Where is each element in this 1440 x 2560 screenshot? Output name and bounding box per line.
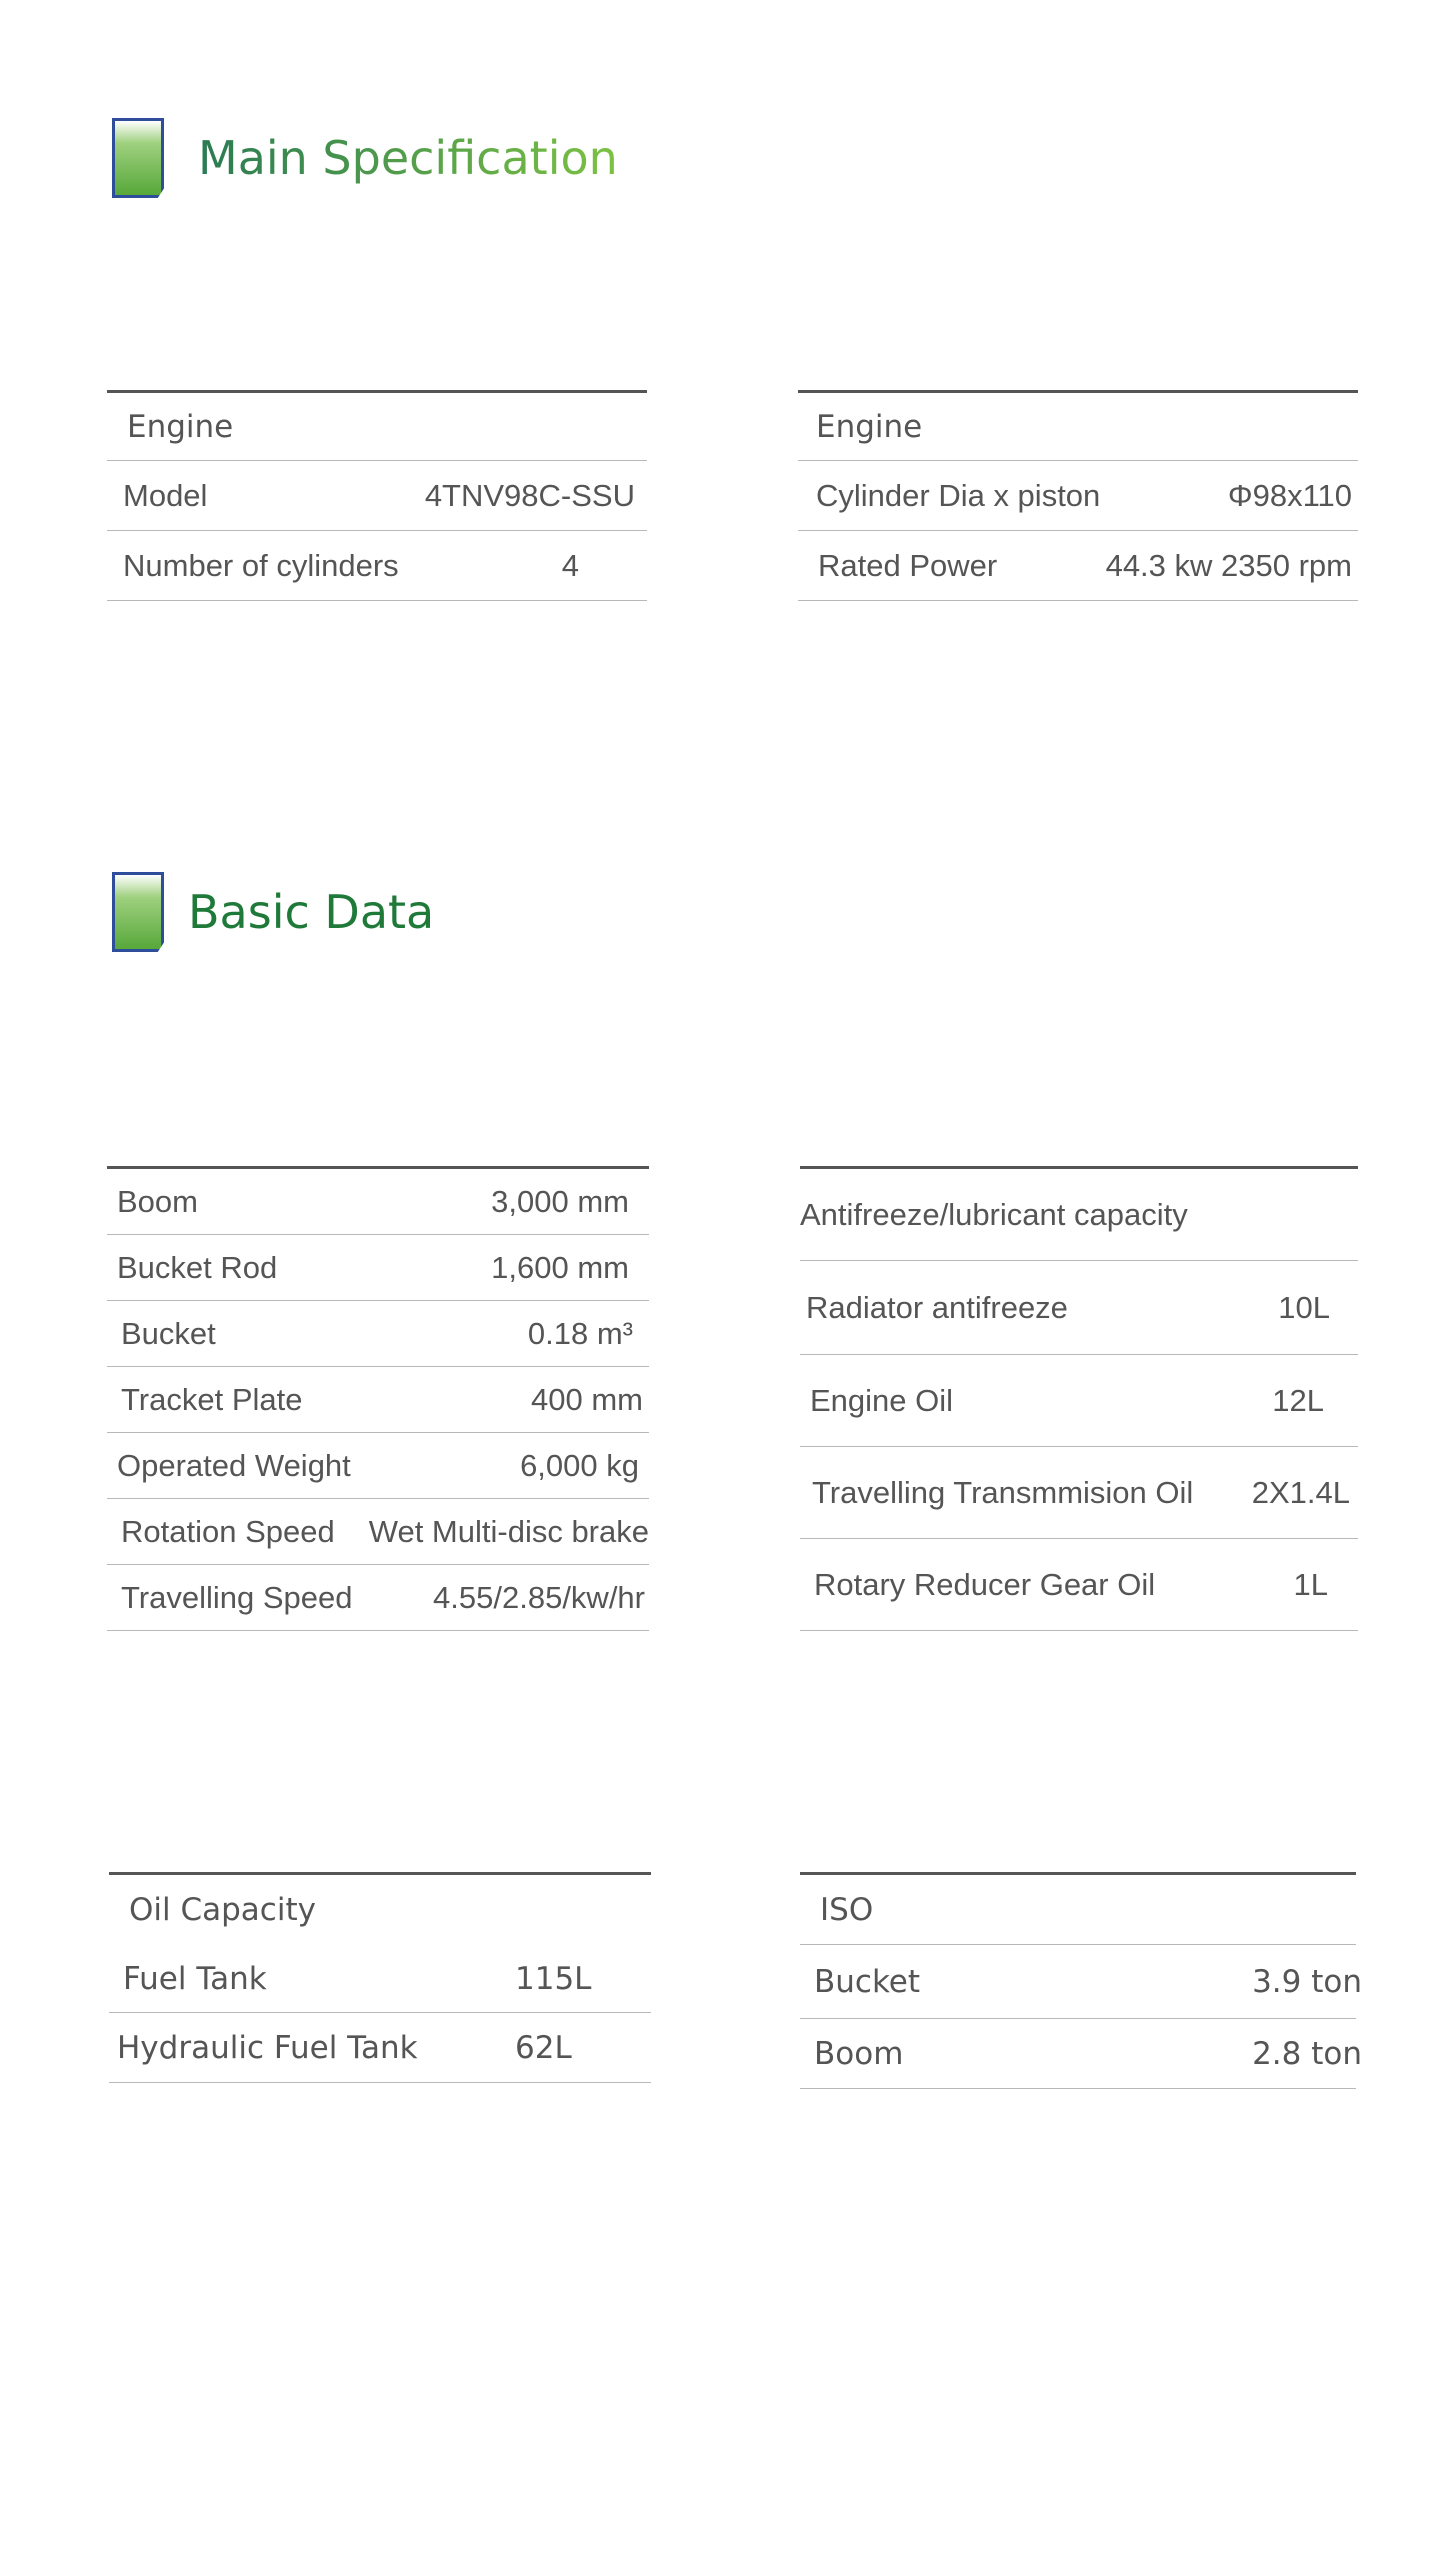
antifreeze-title-row bbox=[800, 1169, 1358, 1261]
row-value: 44.3 kw 2350 rpm bbox=[1105, 547, 1352, 583]
oil-capacity-table bbox=[109, 1872, 651, 2083]
table-row bbox=[800, 1539, 1358, 1631]
row-label: Rated Power bbox=[818, 547, 998, 583]
row-label: Rotary Reducer Gear Oil bbox=[814, 1566, 1156, 1602]
table-row bbox=[107, 1301, 649, 1367]
row-value: 400 mm bbox=[531, 1381, 643, 1417]
row-value: 1L bbox=[1293, 1566, 1328, 1602]
table-title: Engine bbox=[127, 408, 234, 445]
row-value: 4 bbox=[561, 547, 579, 583]
row-label: Bucket Rod bbox=[117, 1249, 278, 1285]
table-row bbox=[800, 1945, 1362, 2019]
basic-data-heading bbox=[112, 872, 434, 952]
table-row bbox=[109, 2013, 651, 2083]
row-label: Model bbox=[123, 477, 208, 513]
section-badge-icon bbox=[112, 118, 164, 198]
row-label: Travelling Speed bbox=[121, 1579, 353, 1615]
table-row bbox=[107, 531, 647, 601]
row-value: 12L bbox=[1272, 1382, 1324, 1418]
row-value: 2X1.4L bbox=[1251, 1474, 1350, 1510]
row-label: Hydraulic Fuel Tank bbox=[117, 2029, 418, 2066]
row-label: Engine Oil bbox=[810, 1382, 954, 1418]
iso-title-row bbox=[800, 1875, 1356, 1945]
main-specification-title: Main Specification bbox=[198, 131, 618, 185]
row-value: Φ98x110 bbox=[1227, 477, 1352, 513]
row-label: Bucket bbox=[121, 1315, 216, 1351]
table-title: Oil Capacity bbox=[129, 1892, 316, 1928]
row-value: 6,000 kg bbox=[520, 1447, 639, 1483]
table-title: Engine bbox=[816, 408, 923, 445]
row-value: 115L bbox=[515, 1960, 592, 1997]
row-label: Fuel Tank bbox=[123, 1960, 267, 1997]
table-title: Antifreeze/lubricant capacity bbox=[800, 1196, 1188, 1232]
antifreeze-table bbox=[800, 1166, 1358, 1631]
table-row bbox=[107, 1565, 649, 1631]
row-label: Boom bbox=[814, 2035, 904, 2072]
table-row bbox=[800, 1447, 1358, 1539]
table-row bbox=[107, 1499, 649, 1565]
section-badge-icon bbox=[112, 872, 164, 952]
row-value: 2.8 ton bbox=[1252, 2035, 1362, 2072]
table-row bbox=[109, 1945, 651, 2013]
oil-capacity-title-row bbox=[109, 1875, 651, 1945]
row-value: 3.9 ton bbox=[1252, 1963, 1362, 2000]
row-value: 62L bbox=[515, 2029, 572, 2066]
engine-right-title-row bbox=[798, 393, 1358, 461]
basic-data-title: Basic Data bbox=[188, 885, 435, 939]
row-label: Bucket bbox=[814, 1963, 921, 2000]
table-row bbox=[800, 1355, 1358, 1447]
row-value: 0.18 m³ bbox=[527, 1315, 633, 1351]
table-row bbox=[107, 1433, 649, 1499]
engine-table-left bbox=[107, 390, 647, 601]
row-value: 4.55/2.85/kw/hr bbox=[433, 1579, 645, 1615]
table-row bbox=[107, 461, 647, 531]
row-value: 4TNV98C-SSU bbox=[424, 477, 635, 513]
table-row bbox=[800, 1261, 1358, 1355]
row-value: 3,000 mm bbox=[491, 1183, 629, 1219]
row-label: Cylinder Dia x piston bbox=[816, 477, 1101, 513]
table-row bbox=[798, 461, 1358, 531]
row-label: Tracket Plate bbox=[121, 1381, 303, 1417]
table-row bbox=[798, 531, 1358, 601]
engine-left-title-row bbox=[107, 393, 647, 461]
table-row bbox=[800, 2019, 1362, 2089]
row-label: Number of cylinders bbox=[123, 547, 399, 583]
row-label: Travelling Transmmision Oil bbox=[812, 1474, 1194, 1510]
row-label: Operated Weight bbox=[117, 1447, 351, 1483]
row-value: 1,600 mm bbox=[491, 1249, 629, 1285]
basic-data-table bbox=[107, 1166, 649, 1631]
row-value: 10L bbox=[1278, 1289, 1330, 1325]
table-row bbox=[107, 1169, 649, 1235]
table-row bbox=[107, 1235, 649, 1301]
main-specification-heading bbox=[112, 118, 618, 198]
iso-table bbox=[800, 1872, 1362, 2089]
engine-table-right bbox=[798, 390, 1358, 601]
table-title: ISO bbox=[820, 1891, 874, 1928]
row-label: Rotation Speed bbox=[121, 1513, 335, 1549]
row-label: Boom bbox=[117, 1183, 198, 1219]
row-value: Wet Multi-disc brake bbox=[368, 1513, 649, 1549]
table-row bbox=[107, 1367, 649, 1433]
row-label: Radiator antifreeze bbox=[806, 1289, 1068, 1325]
